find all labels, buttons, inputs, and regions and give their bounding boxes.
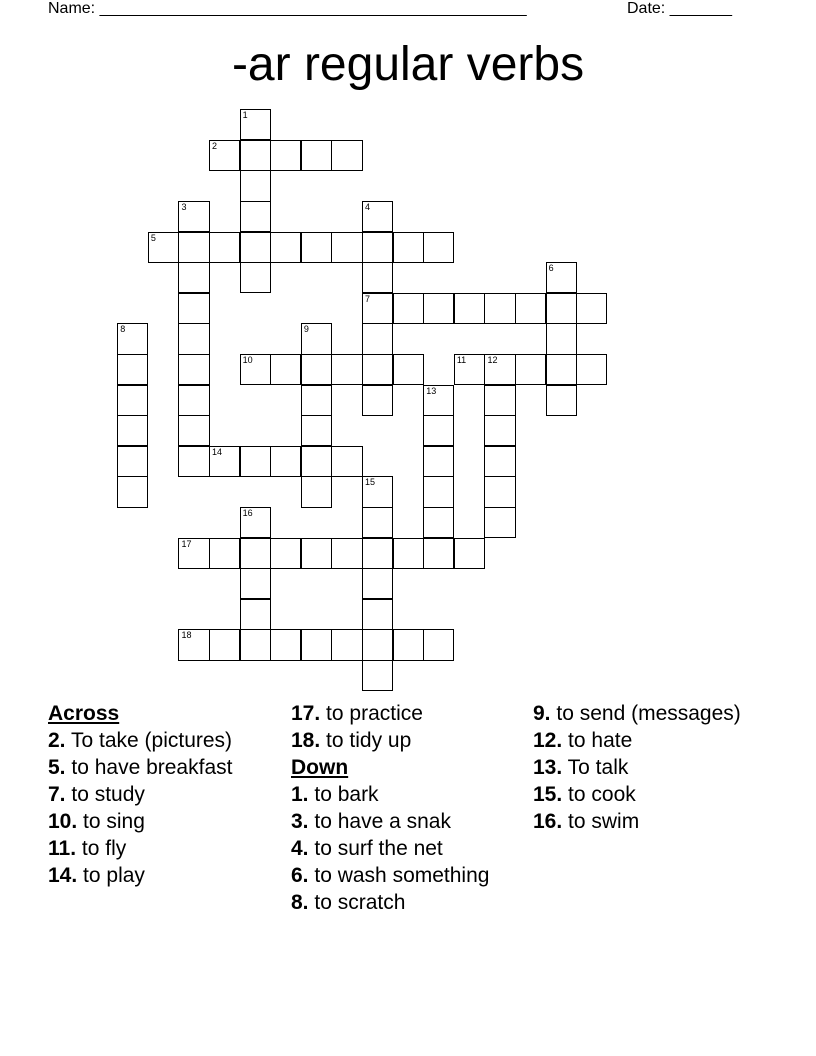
crossword-cell[interactable]	[301, 415, 332, 446]
crossword-cell[interactable]	[178, 293, 209, 324]
crossword-cell[interactable]	[484, 476, 515, 507]
date-field-label: Date: _______	[627, 0, 732, 17]
clue-text: to hate	[568, 729, 633, 752]
crossword-cell[interactable]	[576, 354, 607, 385]
clue-text: To take (pictures)	[70, 729, 233, 752]
clue-text: To talk	[567, 756, 629, 779]
down-clue	[291, 837, 521, 861]
crossword-cell[interactable]	[117, 476, 148, 507]
clue-text: to cook	[568, 783, 636, 806]
clue-number: 16	[242, 508, 253, 519]
crossword-cell[interactable]	[484, 293, 515, 324]
crossword-cell[interactable]	[423, 232, 454, 263]
clue-number-label: 1.	[291, 783, 309, 806]
crossword-cell[interactable]	[362, 232, 393, 263]
crossword-cell[interactable]	[362, 385, 393, 416]
crossword-cell[interactable]	[240, 599, 271, 630]
crossword-cell[interactable]	[362, 293, 393, 324]
crossword-cell[interactable]	[117, 446, 148, 477]
crossword-cell[interactable]	[301, 446, 332, 477]
clue-text: to surf the net	[314, 837, 443, 860]
clue-number-label: 13.	[533, 756, 563, 779]
across-clue	[48, 810, 278, 834]
down-clue	[291, 864, 521, 888]
crossword-cell[interactable]	[240, 170, 271, 201]
crossword-cell[interactable]	[178, 415, 209, 446]
clue-text: to play	[83, 864, 145, 887]
crossword-cell[interactable]	[331, 538, 362, 569]
crossword-cell[interactable]	[270, 538, 301, 569]
crossword-cell[interactable]	[209, 140, 240, 171]
crossword-cell[interactable]	[301, 140, 332, 171]
down-clue	[533, 756, 763, 780]
crossword-cell[interactable]	[454, 293, 485, 324]
crossword-cell[interactable]	[362, 538, 393, 569]
across-clue	[48, 783, 278, 807]
crossword-cell[interactable]	[454, 354, 485, 385]
down-clue	[533, 702, 763, 726]
clue-number: 8	[120, 324, 126, 335]
clue-text: to swim	[568, 810, 640, 833]
across-heading: Across	[48, 702, 120, 725]
crossword-cell[interactable]	[270, 446, 301, 477]
clue-number: 14	[212, 446, 223, 457]
crossword-cell[interactable]	[301, 385, 332, 416]
crossword-cell[interactable]	[515, 293, 546, 324]
crossword-cell[interactable]	[362, 599, 393, 630]
crossword-cell[interactable]	[362, 354, 393, 385]
crossword-cell[interactable]	[270, 232, 301, 263]
clue-number: 12	[487, 355, 498, 366]
clue-number-label: 2.	[48, 729, 66, 752]
crossword-cell[interactable]	[240, 232, 271, 263]
clue-number: 4	[365, 202, 371, 213]
clue-number: 17	[181, 538, 192, 549]
crossword-cell[interactable]	[423, 507, 454, 538]
clue-number: 15	[365, 477, 376, 488]
crossword-cell[interactable]	[178, 538, 209, 569]
across-clue	[48, 756, 278, 780]
clue-number-label: 6.	[291, 864, 309, 887]
crossword-cell[interactable]	[393, 232, 424, 263]
crossword-cell[interactable]	[178, 323, 209, 354]
clue-text: to practice	[326, 702, 423, 725]
crossword-cell[interactable]	[484, 354, 515, 385]
clue-text: to fly	[81, 837, 127, 860]
crossword-cell[interactable]	[362, 507, 393, 538]
crossword-cell[interactable]	[240, 538, 271, 569]
crossword-cell[interactable]	[178, 232, 209, 263]
across-clue	[291, 729, 521, 753]
across-clue	[48, 729, 278, 753]
down-clue	[291, 891, 521, 915]
crossword-cell[interactable]	[331, 629, 362, 660]
name-field-label: Name: ________________________________________________	[48, 0, 527, 17]
crossword-cell[interactable]	[484, 446, 515, 477]
crossword-cell[interactable]	[117, 323, 148, 354]
crossword-cell[interactable]	[240, 568, 271, 599]
crossword-cell[interactable]	[209, 538, 240, 569]
clue-text: to send (messages)	[556, 702, 741, 725]
clue-column-3	[533, 702, 763, 837]
clue-text: to have breakfast	[71, 756, 233, 779]
crossword-cell[interactable]	[301, 323, 332, 354]
clue-number-label: 5.	[48, 756, 66, 779]
down-clue	[533, 729, 763, 753]
crossword-cell[interactable]	[546, 293, 577, 324]
crossword-cell[interactable]	[117, 354, 148, 385]
crossword-cell[interactable]	[546, 262, 577, 293]
crossword-cell[interactable]	[301, 629, 332, 660]
crossword-cell[interactable]	[423, 385, 454, 416]
crossword-cell[interactable]	[240, 507, 271, 538]
crossword-cell[interactable]	[178, 262, 209, 293]
crossword-cell[interactable]	[393, 538, 424, 569]
crossword-cell[interactable]	[362, 262, 393, 293]
crossword-cell[interactable]	[240, 201, 271, 232]
clue-number: 11	[456, 355, 467, 366]
crossword-cell[interactable]	[454, 538, 485, 569]
crossword-cell[interactable]	[423, 415, 454, 446]
clue-number-label: 11.	[48, 837, 77, 860]
across-clue	[291, 702, 521, 726]
down-clue	[291, 810, 521, 834]
clue-number: 9	[303, 324, 309, 335]
clue-number-label: 10.	[48, 810, 78, 833]
crossword-cell[interactable]	[362, 201, 393, 232]
clue-number: 7	[365, 293, 371, 304]
clue-number-label: 18.	[291, 729, 321, 752]
crossword-cell[interactable]	[484, 507, 515, 538]
crossword-cell[interactable]	[393, 354, 424, 385]
clue-number: 2	[212, 140, 218, 151]
clue-column-2	[291, 702, 521, 918]
crossword-cell[interactable]	[362, 629, 393, 660]
crossword-cell[interactable]	[117, 415, 148, 446]
crossword-cell[interactable]	[209, 629, 240, 660]
crossword-cell[interactable]	[362, 568, 393, 599]
crossword-cell[interactable]	[301, 232, 332, 263]
crossword-cell[interactable]	[331, 354, 362, 385]
crossword-cell[interactable]	[209, 446, 240, 477]
clue-number: 3	[181, 202, 187, 213]
crossword-cell[interactable]	[576, 293, 607, 324]
crossword-cell[interactable]	[423, 446, 454, 477]
crossword-cell[interactable]	[178, 354, 209, 385]
crossword-cell[interactable]	[362, 323, 393, 354]
clue-column-1	[48, 702, 278, 891]
crossword-cell[interactable]	[484, 385, 515, 416]
crossword-cell[interactable]	[484, 415, 515, 446]
across-clue	[48, 837, 278, 861]
crossword-cell[interactable]	[393, 629, 424, 660]
crossword-cell[interactable]	[148, 232, 179, 263]
clue-number: 10	[242, 355, 253, 366]
crossword-cell[interactable]	[546, 354, 577, 385]
across-clue	[48, 864, 278, 888]
crossword-cell[interactable]	[117, 385, 148, 416]
crossword-cell[interactable]	[240, 262, 271, 293]
clue-number: 13	[426, 385, 437, 396]
crossword-cell[interactable]	[209, 232, 240, 263]
crossword-cell[interactable]	[301, 354, 332, 385]
crossword-cell[interactable]	[515, 354, 546, 385]
crossword-cell[interactable]	[546, 385, 577, 416]
crossword-cell[interactable]	[178, 446, 209, 477]
clue-number-label: 17.	[291, 702, 321, 725]
crossword-cell[interactable]	[178, 385, 209, 416]
crossword-cell[interactable]	[423, 293, 454, 324]
clue-number: 18	[181, 630, 192, 641]
crossword-cell[interactable]	[178, 201, 209, 232]
crossword-cell[interactable]	[423, 629, 454, 660]
clue-text: to wash something	[314, 864, 490, 887]
clue-text: to bark	[314, 783, 379, 806]
crossword-cell[interactable]	[546, 323, 577, 354]
down-clue	[291, 783, 521, 807]
clue-text: to scratch	[314, 891, 406, 914]
clue-number-label: 12.	[533, 729, 563, 752]
clue-number: 6	[548, 263, 554, 274]
crossword-cell[interactable]	[393, 293, 424, 324]
down-clue	[533, 783, 763, 807]
crossword-cell[interactable]	[240, 446, 271, 477]
crossword-cell[interactable]	[423, 538, 454, 569]
clue-text: to sing	[83, 810, 145, 833]
down-clue	[533, 810, 763, 834]
clue-number-label: 3.	[291, 810, 309, 833]
page-title: -ar regular verbs	[231, 38, 585, 91]
clue-number-label: 8.	[291, 891, 309, 914]
crossword-cell[interactable]	[423, 476, 454, 507]
clue-text: to tidy up	[326, 729, 412, 752]
crossword-cell[interactable]	[240, 109, 271, 140]
clue-number-label: 4.	[291, 837, 309, 860]
clue-number-label: 15.	[533, 783, 563, 806]
clue-number-label: 7.	[48, 783, 66, 806]
clue-number-label: 16.	[533, 810, 563, 833]
crossword-cell[interactable]	[240, 354, 271, 385]
clue-number-label: 14.	[48, 864, 78, 887]
crossword-cell[interactable]	[270, 140, 301, 171]
crossword-cell[interactable]	[240, 140, 271, 171]
crossword-cell[interactable]	[301, 538, 332, 569]
crossword-cell[interactable]	[270, 629, 301, 660]
crossword-cell[interactable]	[301, 476, 332, 507]
crossword-cell[interactable]	[240, 629, 271, 660]
clue-number-label: 9.	[533, 702, 551, 725]
clue-number: 1	[242, 110, 248, 121]
clue-text: to study	[71, 783, 145, 806]
crossword-cell[interactable]	[362, 476, 393, 507]
crossword-cell[interactable]	[270, 354, 301, 385]
crossword-cell[interactable]	[178, 629, 209, 660]
clue-text: to have a snak	[314, 810, 451, 833]
crossword-cell[interactable]	[331, 446, 362, 477]
crossword-cell[interactable]	[331, 140, 362, 171]
down-heading: Down	[291, 756, 349, 779]
clue-number: 5	[150, 232, 156, 243]
crossword-cell[interactable]	[362, 660, 393, 691]
crossword-cell[interactable]	[331, 232, 362, 263]
